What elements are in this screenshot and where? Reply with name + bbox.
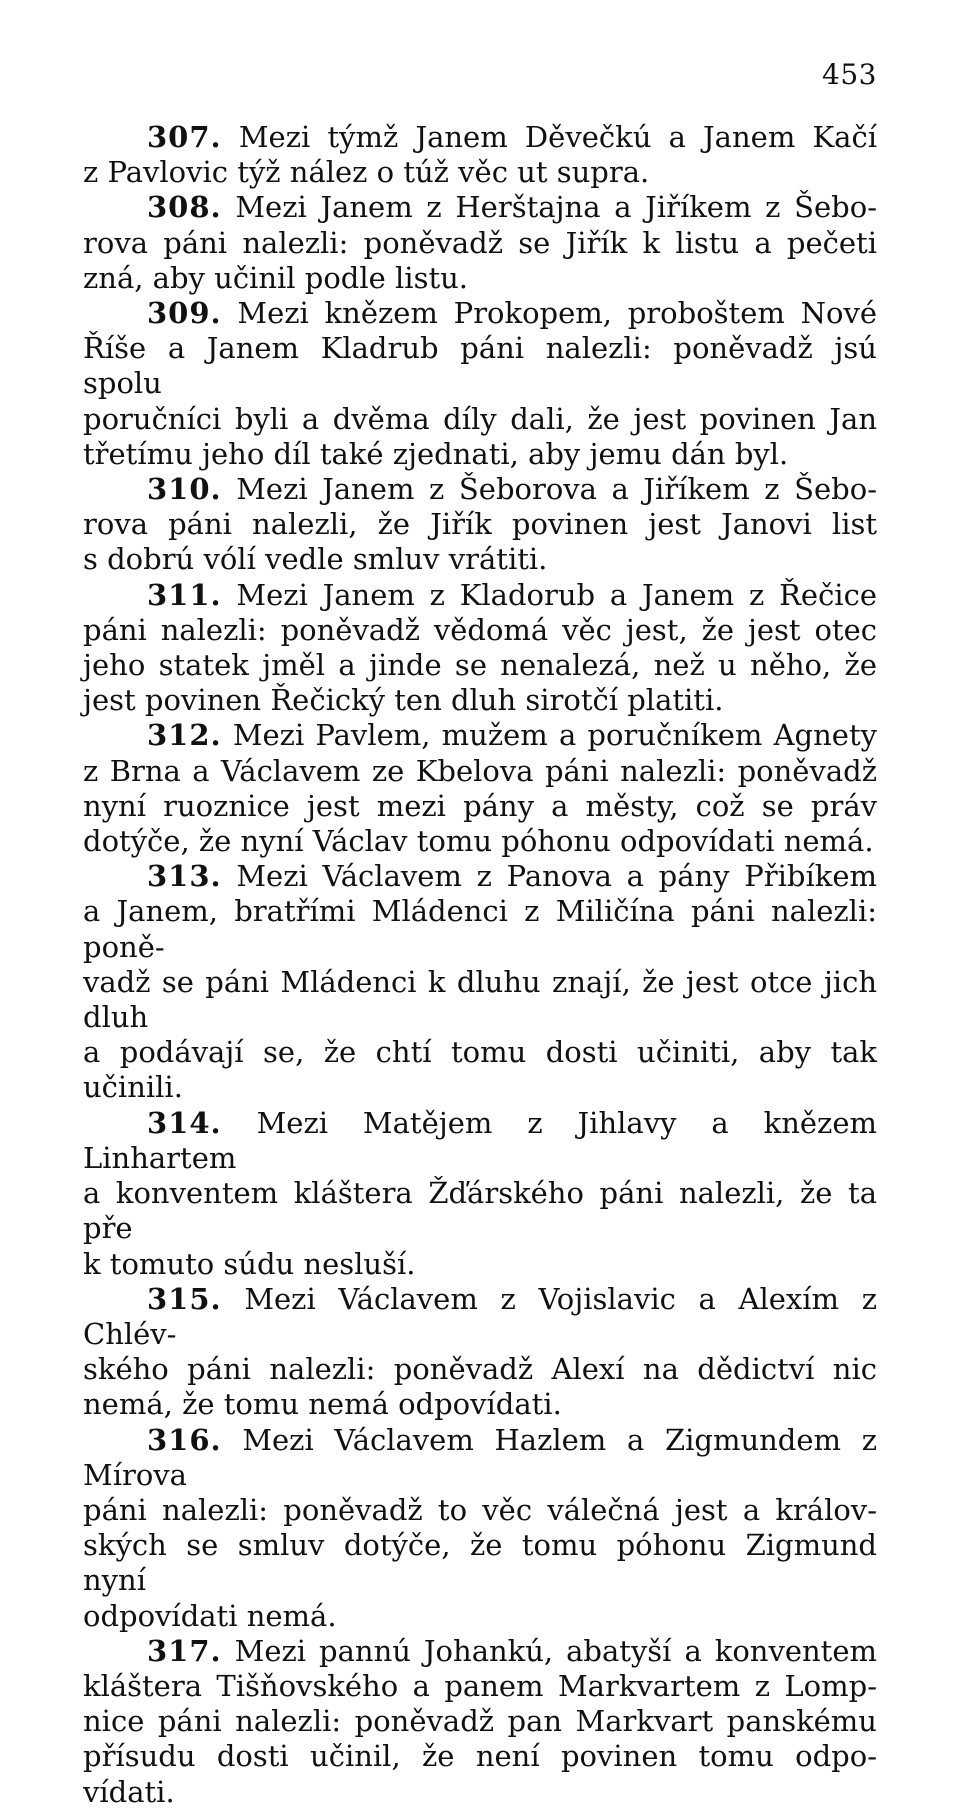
entry-309 [83, 296, 877, 472]
entry-text-line: Mezi knězem Prokopem, proboštem Nové [221, 296, 877, 331]
entry-text-line: z Brna a Václavem ze Kbelova páni nalezli: poněvadž [83, 753, 877, 788]
entry-first-line [83, 578, 877, 613]
entry-text-line: Mezi Janem z Kladorub a Janem z Řečice [221, 577, 877, 612]
entry-316 [83, 1423, 877, 1634]
entry-text-line: vídati. [83, 1774, 175, 1809]
entry-310 [83, 472, 877, 578]
entry-307 [83, 120, 877, 190]
entry-312 [83, 718, 877, 859]
entry-315 [83, 1282, 877, 1423]
entry-text-line: třetímu jeho díl také zjednati, aby jemu dán byl. [83, 436, 789, 471]
entry-number: 312. [147, 718, 222, 753]
entry-text-line: rova páni nalezli, že Jiřík povinen jest Janovi list [83, 507, 877, 542]
entry-text-line: nemá, že tomu nemá odpovídati. [83, 1387, 562, 1422]
entry-number: 314. [147, 1105, 222, 1140]
entry-number: 309. [147, 296, 222, 331]
entry-text-line: nice páni nalezli: poněvadž pan Markvart panskému [83, 1704, 877, 1739]
entry-text-line: páni nalezli: poněvadž to věc válečná jest a králov- [83, 1492, 877, 1527]
entry-text-line: jest povinen Řečický ten dluh sirotčí platiti. [83, 683, 724, 718]
entry-text-line: s dobrú vólí vedle smluv vrátiti. [83, 542, 548, 577]
entry-text-line: dotýče, že nyní Václav tomu póhonu odpovídati nemá. [83, 824, 874, 859]
entry-314 [83, 1106, 877, 1282]
entry-text-line: Mezi Václavem z Panova a pány Přibíkem [221, 859, 877, 894]
entry-text-line: Říše a Janem Kladrub páni nalezli: poněvadž jsú spolu [83, 331, 877, 401]
entry-317 [83, 1634, 877, 1810]
page-number: 453 [822, 58, 877, 91]
entry-text-line: a podávají se, že chtí tomu dosti učiniti, aby tak [83, 1035, 877, 1070]
entry-number: 316. [147, 1422, 222, 1457]
entry-first-line [83, 718, 877, 753]
entry-text-line: z Pavlovic týž nález o túž věc ut supra. [83, 155, 650, 190]
entry-text-line: k tomuto súdu nesluší. [83, 1246, 416, 1281]
entry-text-line: Mezi Pavlem, mužem a poručníkem Agnety [221, 718, 877, 753]
entry-text-line: Mezi Janem z Šeborova a Jiříkem z Šebo- [221, 472, 877, 507]
entry-text-line: Mezi Janem z Herštajna a Jiříkem z Šebo- [221, 190, 877, 225]
entry-313 [83, 859, 877, 1105]
document-body [83, 120, 877, 1810]
entry-first-line [83, 190, 877, 225]
entry-number: 317. [147, 1633, 222, 1668]
entry-text-line: jeho statek jměl a jinde se nenalezá, než u něho, že [83, 648, 877, 683]
entry-text-line: kláštera Tišňovského a panem Markvartem z Lomp- [83, 1668, 877, 1703]
entry-first-line [83, 1423, 877, 1493]
entry-text-line: Mezi týmž Janem Děvečkú a Janem Kačí [221, 120, 877, 154]
entry-first-line [83, 296, 877, 331]
entry-text-line: přísudu dosti učinil, že není povinen tomu odpo- [83, 1739, 877, 1774]
entry-first-line [83, 472, 877, 507]
entry-text-line: odpovídati nemá. [83, 1598, 337, 1633]
entry-text-line: Mezi pannú Johankú, abatyší a konventem [221, 1633, 877, 1668]
entry-text-line: ského páni nalezli: poněvadž Alexí na dědictví nic [83, 1352, 877, 1387]
entry-number: 307. [147, 120, 222, 154]
entry-first-line [83, 1106, 877, 1176]
entry-text-line: učinili. [83, 1070, 183, 1105]
entry-first-line [83, 120, 877, 155]
entry-308 [83, 190, 877, 296]
entry-text-line: nyní ruoznice jest mezi pány a městy, což se práv [83, 788, 877, 823]
entry-text-line: a konventem kláštera Žďárského páni nalezli, že ta pře [83, 1176, 877, 1246]
entry-number: 311. [147, 577, 222, 612]
entry-text-line: poručníci byli a dvěma díly dali, že jest povinen Jan [83, 401, 877, 436]
entry-text-line: páni nalezli: poněvadž vědomá věc jest, že jest otec [83, 612, 877, 647]
entry-number: 315. [147, 1281, 222, 1316]
entry-text-line: zná, aby učinil podle listu. [83, 260, 469, 295]
entry-first-line [83, 859, 877, 894]
entry-text-line: vadž se páni Mládenci k dluhu znají, že jest otce jich dluh [83, 964, 877, 1035]
entry-first-line [83, 1282, 877, 1352]
entry-text-line: Mezi Václavem z Vojislavic a Alexím z Chlév- [83, 1281, 877, 1351]
entry-311 [83, 578, 877, 719]
entry-text-line: Mezi Matějem z Jihlavy a knězem Linhartem [83, 1105, 877, 1175]
entry-text-line: rova páni nalezli: poněvadž se Jiřík k listu a pečeti [83, 225, 877, 260]
entry-number: 308. [147, 190, 222, 225]
entry-text-line: Mezi Václavem Hazlem a Zigmundem z Mírova [83, 1422, 877, 1492]
entry-first-line [83, 1634, 877, 1669]
entry-number: 310. [147, 472, 222, 507]
entry-text-line: a Janem, bratřími Mládenci z Miličína páni nalezli: poně- [83, 894, 877, 964]
entry-text-line: ských se smluv dotýče, že tomu póhonu Zigmund nyní [83, 1528, 877, 1598]
entry-number: 313. [147, 859, 222, 894]
